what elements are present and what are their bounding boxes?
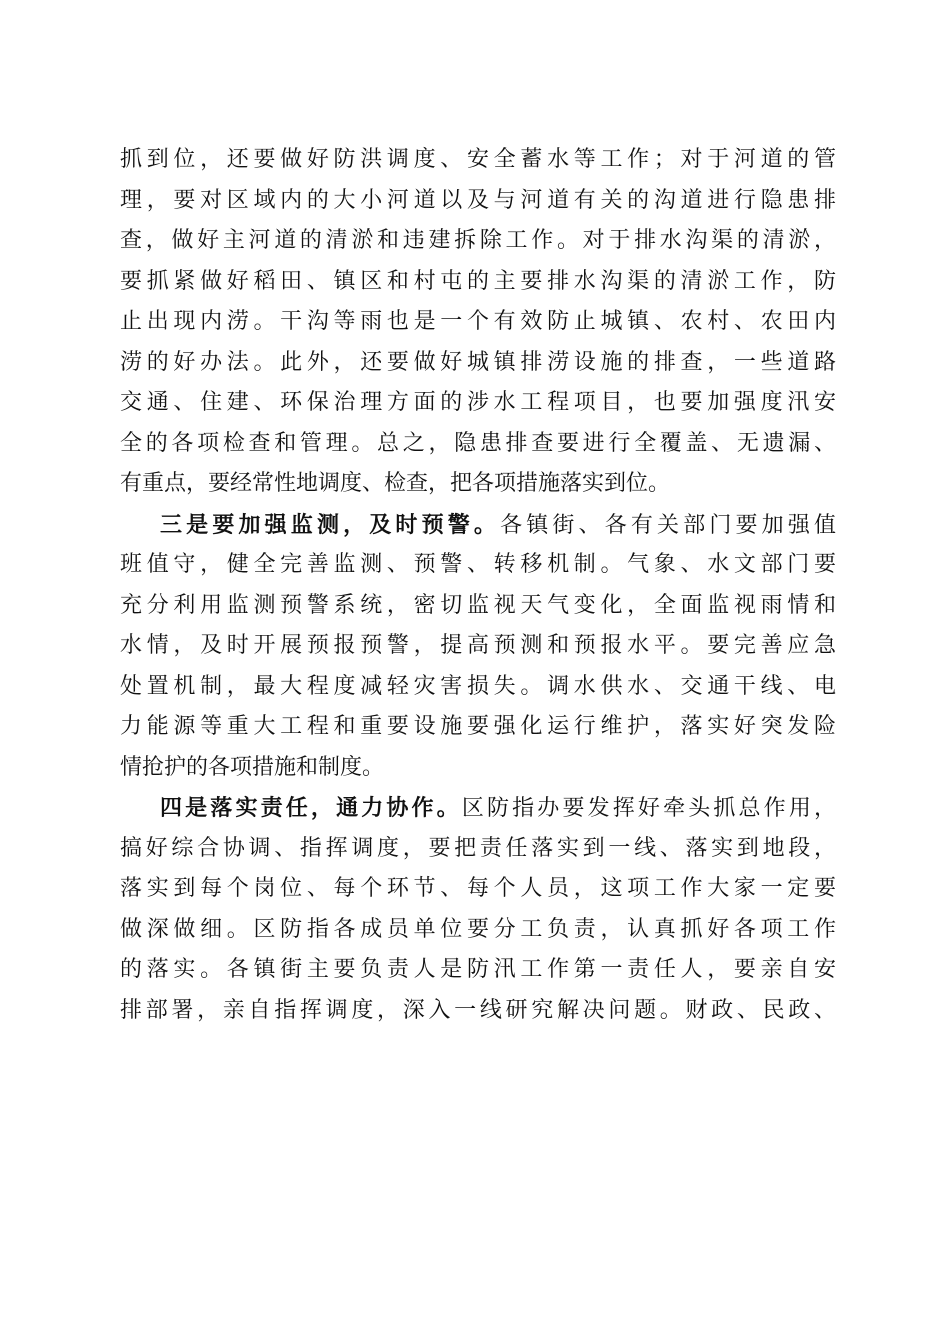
paragraph-3-line-6: 排部署，亲自指挥调度，深入一线研究解决问题。财政、民政、 <box>120 997 836 1023</box>
paragraph-2-first-line-text: 各镇街、各有关部门要加强值 <box>500 512 836 538</box>
paragraph-1-line-6: 涝的好办法。此外，还要做好城镇排涝设施的排查，一些道路 <box>120 349 836 375</box>
paragraph-1-line-3: 查，做好主河道的清淤和违建拆除工作。对于排水沟渠的清淤， <box>120 228 836 253</box>
paragraph-2-first-line <box>120 505 836 546</box>
paragraph-3-first-line-text: 区防指办要发挥好牵头抓总作用， <box>461 796 836 821</box>
paragraph-1-line-9: 有重点，要经常性地调度、检查，把各项措施落实到位。 <box>120 471 671 496</box>
paragraph-3-first-line <box>120 788 836 829</box>
paragraph-2-line-3: 充分利用监测预警系统，密切监视天气变化，全面监视雨情和 <box>120 592 836 618</box>
document-body <box>120 140 836 1031</box>
paragraph-2-heading: 三是要加强监测，及时预警。 <box>160 511 501 538</box>
paragraph-1-line-8: 全的各项检查和管理。总之，隐患排查要进行全覆盖、无遗漏、 <box>120 430 836 456</box>
paragraph-1-line-1: 抓到位，还要做好防洪调度、安全蓄水等工作；对于河道的管 <box>120 147 836 172</box>
paragraph-2-line-4: 水情，及时开展预报预警，提高预测和预报水平。要完善应急 <box>120 633 836 658</box>
paragraph-3-line-3: 落实到每个岗位、每个环节、每个人员，这项工作大家一定要 <box>120 876 836 901</box>
paragraph-1-line-7: 交通、住建、环保治理方面的涉水工程项目，也要加强度汛安 <box>120 390 836 415</box>
paragraph-1-line-2: 理，要对区域内的大小河道以及与河道有关的沟道进行隐患排 <box>120 187 836 213</box>
paragraph-2-line-5: 处置机制，最大程度减轻灾害损失。调水供水、交通干线、电 <box>120 673 836 699</box>
paragraph-2-line-7: 情抢护的各项措施和制度。 <box>120 754 385 780</box>
paragraph-3-line-5: 的落实。各镇街主要负责人是防汛工作第一责任人，要亲自安 <box>120 957 836 982</box>
paragraph-3-line-2: 搞好综合协调、指挥调度，要把责任落实到一线、落实到地段， <box>120 835 836 861</box>
paragraph-2-line-6: 力能源等重大工程和重要设施要强化运行维护，落实好突发险 <box>120 714 836 739</box>
paragraph-3-line-4: 做深做细。区防指各成员单位要分工负责，认真抓好各项工作 <box>120 916 836 942</box>
paragraph-1-line-4: 要抓紧做好稻田、镇区和村屯的主要排水沟渠的清淤工作，防 <box>120 268 836 294</box>
paragraph-3-heading: 四是落实责任，通力协作。 <box>160 795 462 821</box>
paragraph-1-line-5: 止出现内涝。干沟等雨也是一个有效防止城镇、农村、农田内 <box>120 309 836 334</box>
paragraph-2-line-2: 班值守，健全完善监测、预警、转移机制。气象、水文部门要 <box>120 552 836 577</box>
